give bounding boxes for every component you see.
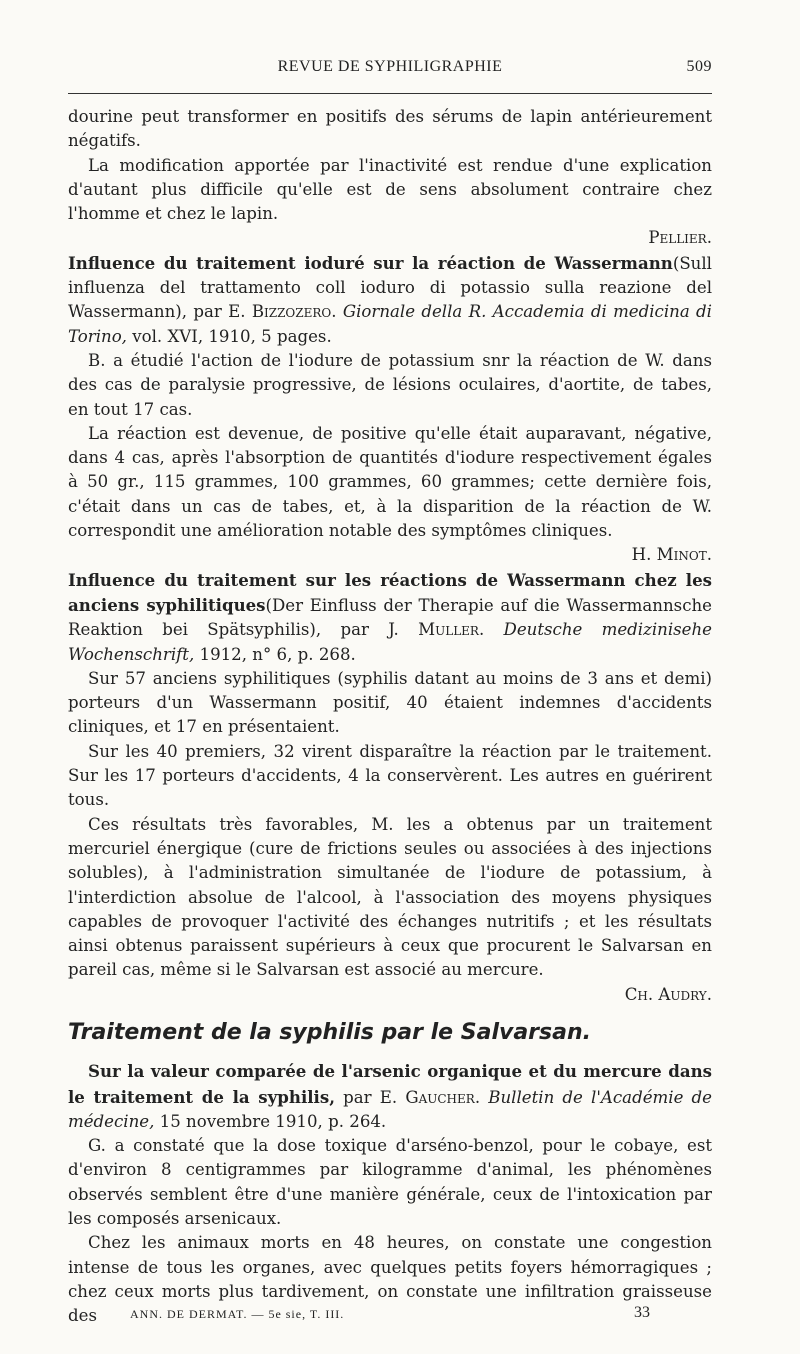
page-footer [130, 1304, 650, 1322]
article-reference [68, 568, 712, 667]
paragraph: La modification apportée par l'inactivité est rendue d'une explication d'autant plus difficile qu'elle est de sens absolument contraire chez l'homme et chez le lapin. [68, 155, 712, 224]
sheet-number: 33 [634, 1304, 650, 1321]
article-reference [68, 1059, 712, 1134]
paragraph: dourine peut transformer en positifs des sérums de lapin antérieurement négatifs. [68, 107, 712, 151]
reviewer-signature: Ch. Audry. [624, 984, 712, 1004]
running-title: REVUE DE SYPHILIGRAPHIE [277, 58, 503, 75]
section-title: Traitement de la syphilis par le Salvarsan. [68, 1019, 591, 1045]
reference-journal: Deutsche medizinisehe Wochenschrift, [68, 620, 712, 664]
reference-text: (Sull influenza del trattamento coll ioduro di potassio sulla reazione del Wassermann), par E. [68, 253, 712, 322]
reviewer-signature: Pellier. [648, 228, 712, 248]
reference-text: 15 novembre 1910, p. 264. [154, 1111, 387, 1131]
reference-journal: Giornale della R. Accademia di medicina di Torino, [68, 302, 712, 346]
paragraph: Ces résultats très favorables, M. les a obtenus par un traitement mercuriel énergique (cure de frictions seules ou associées à des injections solubles), à l'administration simultanée de l'iodure de potassium, à l'interdiction absolue de l'alcool, à l'association des moyens physiques capables de provoquer l'activité des échanges nutritifs ; et les résultats ainsi obtenus paraissent supérieurs à ceux que procurent le Salvarsan en pareil cas, même si le Salvarsan est associé au mercure. [68, 814, 712, 980]
paragraph: B. a étudié l'action de l'iodure de potassium snr la réaction de W. dans des cas de paralysie progressive, de lésions oculaires, d'aortite, de tabes, en tout 17 cas. [68, 350, 712, 419]
header-rule [68, 93, 712, 94]
reference-text: . [474, 1087, 489, 1107]
paragraph: G. a constaté que la dose toxique d'arséno-benzol, pour le cobaye, est d'environ 8 centigrammes par kilogramme d'animal, les phénomènes observés semblent être d'une manière générale, ceux de l'intoxication par les composés arsenicaux. [68, 1136, 712, 1229]
page-header [68, 52, 712, 82]
paragraph: Sur 57 anciens syphilitiques (syphilis datant au moins de 3 ans et demi) porteurs d'un Wassermann positif, 40 étaient indemnes d'accidents cliniques, et 17 en présentaient. [68, 668, 712, 737]
reference-text: vol. XVI, 1910, 5 pages. [126, 326, 332, 346]
reference-text: 1912, n° 6, p. 268. [194, 644, 356, 664]
reference-author: Muller [418, 620, 479, 640]
page-number: 509 [686, 58, 712, 75]
article-title: Sur la valeur comparée de l'arsenic organique et du mercure dans le traitement de la syphilis, [68, 1061, 712, 1107]
reference-text: (Der Einfluss der Therapie auf die Wassermannsche Reaktion bei Spätsyphilis), par J. [68, 595, 712, 640]
article-title: Influence du traitement ioduré sur la réaction de Wassermann [68, 252, 673, 273]
paragraph: Chez les animaux morts en 48 heures, on constate une congestion intense de tous les organes, avec quelques petits foyers hémorragiques ; chez ceux morts plus tardivement, on constate une infiltration graisseuse des [68, 1233, 712, 1326]
reference-text: par E. [334, 1087, 406, 1107]
reference-author: Gaucher [405, 1087, 475, 1107]
paragraph: Sur les 40 premiers, 32 virent disparaître la réaction par le traitement. Sur les 17 porteurs d'accidents, 4 la conservèrent. Les autres en guérirent tous. [68, 741, 712, 810]
reference-text: . [478, 620, 504, 640]
paragraph: La réaction est devenue, de positive qu'elle était auparavant, négative, dans 4 cas, après l'absorption de quantités d'iodure respectivement égales à 50 gr., 115 grammes, 100 grammes, 60 grammes; cette dernière fois, c'était dans un cas de tabes, et, à la disparition de la réaction de W. correspondit une amélioration notable des symptômes cliniques. [68, 423, 712, 541]
printer-signature: ANN. DE DERMAT. — 5e sie, T. III. [130, 1307, 345, 1321]
reviewer-signature: H. Minot. [631, 545, 712, 565]
reference-author: Bizzozero [251, 302, 332, 322]
article-title: Influence du traitement sur les réactions de Wassermann chez les anciens syphilitiques [68, 569, 712, 615]
reference-text: . [331, 302, 343, 322]
article-reference [68, 251, 712, 349]
reference-journal: Bulletin de l'Académie de médecine, [68, 1087, 712, 1131]
page-body [68, 105, 712, 1329]
